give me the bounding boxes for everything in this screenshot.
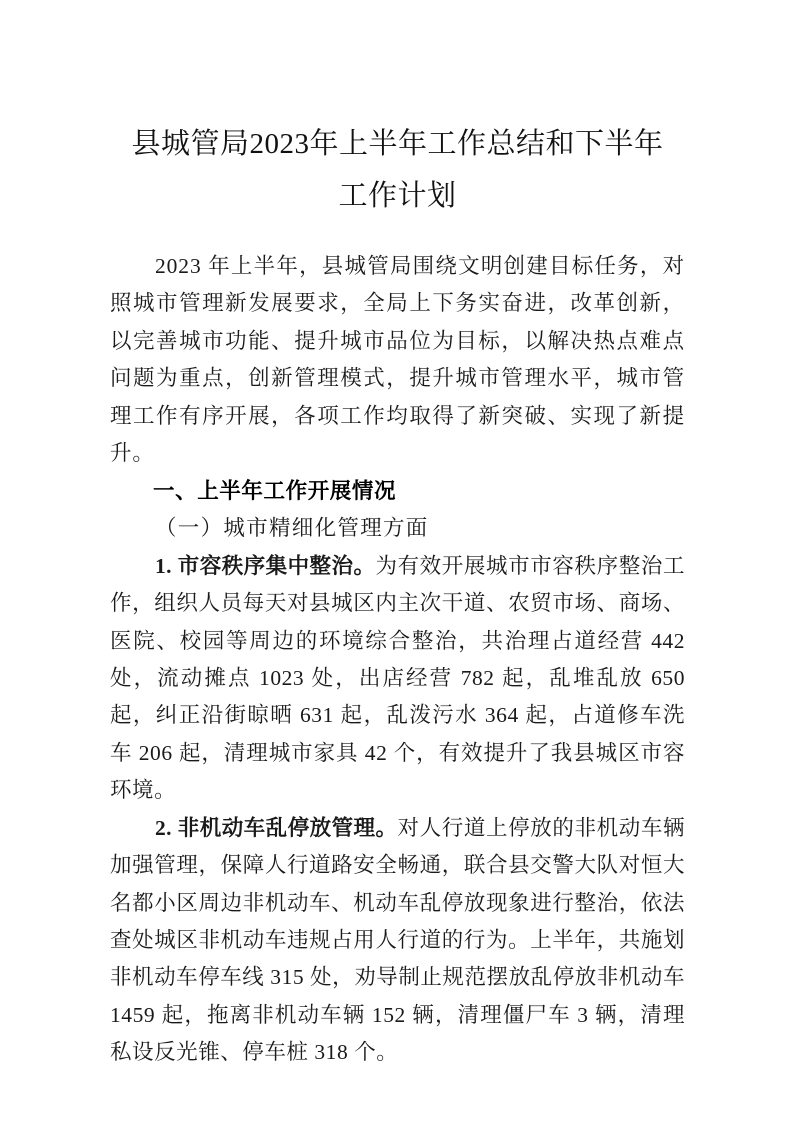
section-heading-1: 一、上半年工作开展情况 bbox=[153, 479, 397, 504]
numbered-paragraph-2-body: 对人行道上停放的非机动车辆加强管理，保障人行道路安全畅通，联合县交警大队对恒大名都小区周边非机动车、机动车乱停放现象进行整治，依法查处城区非机动车违规占用人行道的行为。上半年，共施划非机动车停车线 315 处，劝导制止规范摆放乱停放非机动车 1459 起，拖离非机动车辆 152 辆，清理僵尸车 3 辆，清理私设反光锥、停车桩 318 个。 bbox=[110, 815, 686, 1065]
document-title-line-1: 县城管局2023年上半年工作总结和下半年 bbox=[131, 128, 664, 160]
intro-paragraph: 2023 年上半年，县城管局围绕文明创建目标任务，对照城市管理新发展要求，全局上下务实奋进，改革创新，以完善城市功能、提升城市品位为目标，以解决热点难点问题为重点，创新管理模式，提升城市管理水平，城市管理工作有序开展，各项工作均取得了新突破、实现了新提升。 bbox=[110, 254, 685, 466]
document-title-line-2: 工作计划 bbox=[338, 180, 457, 212]
numbered-paragraph-2 bbox=[110, 810, 685, 1072]
subsection-heading-1: （一）城市精细化管理方面 bbox=[155, 516, 429, 541]
numbered-paragraph-2-lead: 2. 非机动车乱停放管理。 bbox=[155, 815, 398, 840]
numbered-paragraph-1-body: 为有效开展城市市容秩序整治工作，组织人员每天对县城区内主次干道、农贸市场、商场、医院、校园等周边的环境综合整治，共治理占道经营 442 处，流动摊点 1023 处，出店经营 782 起，乱堆乱放 650 起，纠正沿街晾晒 631 起，乱泼污水 364 起，占道修车洗车 206 起，清理城市家具 42 个，有效提升了我县城区市容环境。 bbox=[110, 553, 685, 803]
numbered-paragraph-1-lead: 1. 市容秩序集中整治。 bbox=[155, 553, 376, 578]
numbered-paragraph-1 bbox=[110, 548, 685, 810]
document-title bbox=[110, 118, 685, 222]
